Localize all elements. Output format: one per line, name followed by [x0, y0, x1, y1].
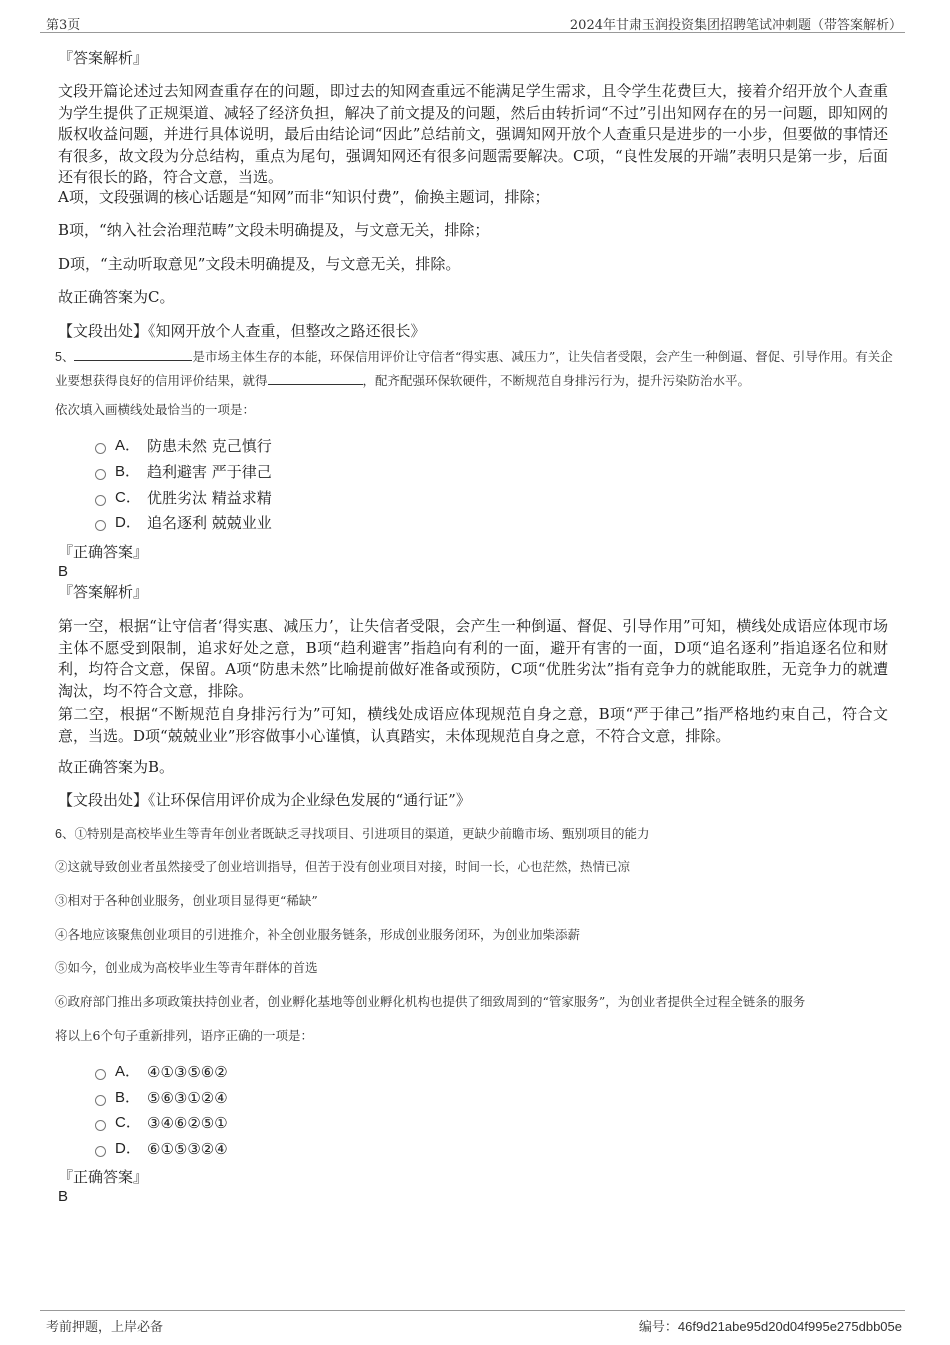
q6-sentence-2: ②这就导致创业者虽然接受了创业培训指导，但苦于没有创业项目对接，时间一长，心也茫然，热情已凉 — [55, 859, 631, 874]
q4-source: 【文段出处】《知网开放个人查重，但整改之路还很长》 — [58, 322, 426, 340]
q5-blank-1 — [74, 348, 192, 361]
q5-analysis-paragraph-1: 第一空，根据“让守信者‘得实惠、减压力’，让失信者受限，会产生一种倒逼、督促、引导作用”可知，横线处成语应体现市场主体不愿受到限制，追求好处之意，B项“趋利避害”指趋向有利的一面，避开有害的一面，D项“追名逐利”指追逐名位和财利，均符合文意，保留。A项“防患未然”比喻提前做好准备或预防，C项“优胜劣汰”指有竞争力的就能取胜，无竞争力的就遭淘汰，均不符合文意，排除。 — [58, 617, 888, 700]
q5-conclusion: 故正确答案为B。 — [58, 758, 175, 776]
page-number: 第3页 — [46, 18, 81, 33]
radio-icon[interactable] — [95, 495, 106, 506]
q6-sentence-6: ⑥政府部门推出多项政策扶持创业者，创业孵化基地等创业孵化机构也提供了细致周到的“管家服务”，为创业者提供全过程全链条的服务 — [55, 994, 806, 1009]
q5-prompt: 依次填入画横线处最恰当的一项是： — [55, 402, 256, 417]
q6-answer-title: 『正确答案』 — [58, 1168, 149, 1186]
q5-text-part1: 是市场主体生存的本能，环保信用评价让守信者“得实惠、减压力”，让失信者受限，会产生一种倒逼、督促、引导作用。有关企业要想获得良好的信用评价结果，就得 — [55, 349, 893, 388]
q5-option-c[interactable]: C． 优胜劣汰 精益求精 — [95, 487, 272, 509]
q6-sentence-3: ③相对于各种创业服务，创业项目显得更“稀缺” — [55, 893, 318, 908]
header-divider — [40, 32, 905, 33]
radio-icon[interactable] — [95, 1095, 106, 1106]
q6-sentence-5: ⑤如今，创业成为高校毕业生等青年群体的首选 — [55, 960, 318, 975]
radio-icon[interactable] — [95, 443, 106, 454]
radio-icon[interactable] — [95, 469, 106, 480]
q5-answer-title: 『正确答案』 — [58, 543, 149, 561]
document-title: 2024年甘肃玉润投资集团招聘笔试冲刺题（带答案解析） — [569, 18, 902, 33]
q5-option-b[interactable]: B． 趋利避害 严于律己 — [95, 461, 272, 483]
q4-analysis-option-d: D项，“主动听取意见”文段未明确提及，与文意无关，排除。 — [58, 255, 461, 273]
q6-answer: B — [58, 1188, 69, 1205]
footer-divider — [40, 1310, 905, 1311]
q4-analysis-option-a: A项，文段强调的核心话题是“知网”而非“知识付费”，偷换主题词，排除； — [58, 188, 550, 206]
q6-sentence-4: ④各地应该聚焦创业项目的引进推介，补全创业服务链条，形成创业服务闭环，为创业加柴添薪 — [55, 927, 581, 942]
q4-analysis-paragraph: 文段开篇论述过去知网查重存在的问题，即过去的知网查重远不能满足学生需求，且令学生花费巨大，接着介绍开放个人查重为学生提供了正规渠道、减轻了经济负担，解决了前文提及的问题，然后由转折词“不过”引出知网存在的另一问题，即知网的版权收益问题，并进行具体说明，最后由结论词“因此”总结前文，强调知网开放个人查重只是进步的一小步，但要做的事情还有很多，故文段为分总结构，重点为尾句，强调知网还有很多问题需要解决。C项，“良性发展的开端”表明只是第一步，后面还有很长的路，符合文意，当选。 — [58, 82, 888, 186]
document-code-value: 46f9d21abe95d20d04f995e275dbb05e — [677, 1319, 902, 1334]
q5-option-a[interactable]: A． 防患未然 克己慎行 — [95, 435, 272, 457]
q4-analysis-option-b: B项，“纳入社会治理范畴”文段未明确提及，与文意无关，排除； — [58, 221, 490, 239]
document-code — [639, 1316, 902, 1335]
q6-option-a[interactable]: A． ④①③⑤⑥② — [95, 1061, 228, 1083]
q5-analysis-title: 『答案解析』 — [58, 583, 149, 601]
q5-option-d[interactable]: D． 追名逐利 兢兢业业 — [95, 512, 272, 534]
footer-slogan: 考前押题，上岸必备 — [46, 1320, 164, 1335]
q5-text-part2: ，配齐配强环保软硬件，不断规范自身排污行为，提升污染防治水平。 — [362, 373, 751, 388]
q5-blank-2 — [268, 372, 363, 385]
q6-sentence-1: 6、①特别是高校毕业生等青年创业者既缺乏寻找项目、引进项目的渠道，更缺少前瞻市场、甄别项目的能力 — [55, 826, 650, 841]
q4-conclusion: 故正确答案为C。 — [58, 288, 175, 306]
q6-prompt: 将以上6个句子重新排列，语序正确的一项是： — [55, 1028, 313, 1043]
document-code-label: 编号： — [638, 1320, 678, 1335]
q5-answer: B — [58, 563, 69, 580]
radio-icon[interactable] — [95, 520, 106, 531]
q6-option-b[interactable]: B． ⑤⑥③①②④ — [95, 1087, 228, 1109]
radio-icon[interactable] — [95, 1069, 106, 1080]
q6-number: 6、 — [55, 827, 75, 841]
q6-option-c[interactable]: C． ③④⑥②⑤① — [95, 1112, 228, 1134]
q5-stem — [55, 345, 900, 393]
q6-option-d[interactable]: D． ⑥①⑤③②④ — [95, 1138, 228, 1160]
q5-source: 【文段出处】《让环保信用评价成为企业绿色发展的“通行证”》 — [58, 791, 471, 809]
q4-analysis-title: 『答案解析』 — [58, 49, 149, 67]
radio-icon[interactable] — [95, 1146, 106, 1157]
q5-analysis-paragraph-2: 第二空，根据“不断规范自身排污行为”可知，横线处成语应体现规范自身之意，B项“严于律己”指严格地约束自己，符合文意，当选。D项“兢兢业业”形容做事小心谨慎，认真踏实，未体现规范自身之意，不符合文意，排除。 — [58, 705, 888, 745]
radio-icon[interactable] — [95, 1120, 106, 1131]
q5-number: 5、 — [55, 350, 75, 364]
